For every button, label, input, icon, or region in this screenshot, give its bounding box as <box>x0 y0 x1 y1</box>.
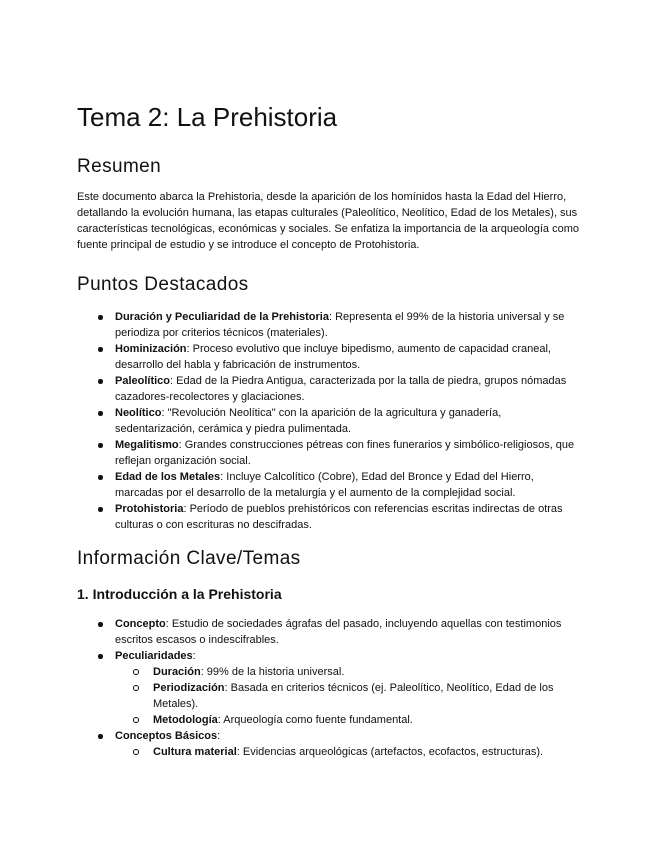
item-text: : Representa el 99% de la historia universal y se periodiza por criterios técnicos (materiales). <box>115 311 565 339</box>
list-item <box>77 341 579 373</box>
item-text: : Período de pueblos prehistóricos con referencias escritas indirectas de otras culturas o con escrituras no descifradas. <box>115 503 563 531</box>
item-text: : Grandes construcciones pétreas con fines funerarios y simbólico-religiosos, que reflejan organización social. <box>115 439 575 467</box>
item-term: Periodización <box>153 682 225 694</box>
item-term: Protohistoria <box>115 503 184 515</box>
summary-heading: Resumen <box>77 156 162 177</box>
sub-list-item <box>77 664 579 680</box>
item-term: Cultura material <box>153 746 237 758</box>
item-text: : Basada en criterios técnicos (ej. Paleolítico, Neolítico, Edad de los Metales). <box>153 682 554 710</box>
key-info-heading: Información Clave/Temas <box>77 548 301 569</box>
item-text: : "Revolución Neolítica" con la aparición de la agricultura y ganadería, sedentarización, cerámica y piedra pulimentada. <box>115 407 502 435</box>
item-term: Concepto <box>115 618 166 630</box>
list-item <box>77 648 579 664</box>
section-1-list <box>77 616 579 760</box>
sub-list-item <box>77 712 579 728</box>
item-term: Duración <box>153 666 201 678</box>
list-item <box>77 373 579 405</box>
item-text: : Arqueología como fuente fundamental. <box>217 714 413 726</box>
item-term: Peculiaridades <box>115 650 193 662</box>
item-text: : Estudio de sociedades ágrafas del pasado, incluyendo aquellas con testimonios escritos escasos o indescifrables. <box>115 618 562 646</box>
highlights-heading: Puntos Destacados <box>77 274 249 295</box>
item-term: Neolítico <box>115 407 162 419</box>
list-item <box>77 469 579 501</box>
highlights-list <box>77 309 579 533</box>
list-item <box>77 728 579 744</box>
item-term: Paleolítico <box>115 375 171 387</box>
item-term: Edad de los Metales <box>115 471 221 483</box>
sub-list-item <box>77 680 579 712</box>
item-text: : 99% de la historia universal. <box>200 666 345 678</box>
item-text: : Edad de la Piedra Antigua, caracterizada por la talla de piedra, grupos nómadas cazadores-recolectores y glaciaciones. <box>115 375 567 403</box>
list-item <box>77 309 579 341</box>
section-1-heading: 1. Introducción a la Prehistoria <box>77 586 282 602</box>
item-text: : <box>217 730 221 742</box>
list-item <box>77 616 579 648</box>
item-term: Metodología <box>153 714 218 726</box>
summary-paragraph: Este documento abarca la Prehistoria, desde la aparición de los homínidos hasta la Edad del Hierro, detallando la evolución humana, las etapas culturales (Paleolítico, Neolítico, Edad de los Metales), sus características tecnológicas, económicas y sociales. Se enfatiza la importancia de la arqueología como fuente principal de estudio y se introduce el concepto de Protohistoria. <box>77 191 579 251</box>
item-term: Megalitismo <box>115 439 179 451</box>
list-item <box>77 405 579 437</box>
item-text: : Incluye Calcolítico (Cobre), Edad del Bronce y Edad del Hierro, marcadas por el desarrollo de la metalurgia y el aumento de la complejidad social. <box>115 471 534 499</box>
list-item <box>77 437 579 469</box>
item-term: Hominización <box>115 343 187 355</box>
item-text: : <box>192 650 196 662</box>
item-term: Duración y Peculiaridad de la Prehistoria <box>115 311 329 323</box>
document-title: Tema 2: La Prehistoria <box>77 102 338 132</box>
item-text: : Evidencias arqueológicas (artefactos, ecofactos, estructuras). <box>236 746 544 758</box>
item-text: : Proceso evolutivo que incluye bipedismo, aumento de capacidad craneal, desarrollo del habla y fabricación de instrumentos. <box>115 343 551 371</box>
sub-list-item <box>77 744 579 760</box>
list-item <box>77 501 579 533</box>
item-term: Conceptos Básicos <box>115 730 218 742</box>
